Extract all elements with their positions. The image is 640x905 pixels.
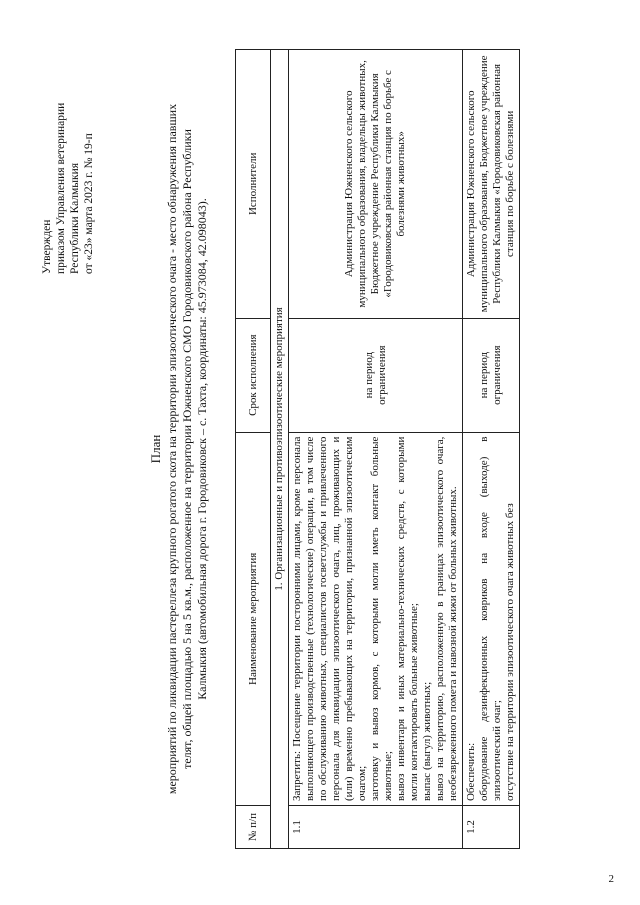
plan-subtitle-line: Калмыкия (автомобильная дорога г. Городовиковск – с. Тахта, координаты: 45.973084, 42.098043). — [195, 198, 209, 700]
approval-line: Республики Калмыкия — [69, 162, 81, 274]
plan-subtitle-line: мероприятий по ликвидации пастереллеза крупного рогатого скота на территории эпизоотического очага - место обнаружения павших — [165, 103, 179, 795]
section-row — [271, 50, 289, 849]
approval-line: приказом Управления ветеринарии — [55, 102, 67, 274]
header-executors: Исполнители — [236, 50, 271, 319]
plan-table — [235, 49, 520, 849]
header-measure: Наименование мероприятия — [236, 432, 271, 805]
measure-line: Обеспечить: — [465, 742, 477, 802]
row-term: на период ограничения — [463, 318, 520, 432]
header-number: № п/п — [236, 806, 271, 849]
section-title: 1. Организационные и противоэпизоотические мероприятия — [271, 50, 289, 849]
measure-line: оборудование дезинфекционных ковриков на входе (выходе) в эпизоотический очаг; — [478, 436, 503, 802]
header-term: Срок исполнения — [236, 318, 271, 432]
row-number: 1.2 — [463, 806, 520, 849]
row-executors: Администрация Южненского сельского муниципального образования, Бюджетное учреждение Республики Калмыкия «Городовиковская районная станция по борьбе с болезнями — [463, 50, 520, 319]
table-row — [289, 50, 463, 849]
measure-line: вывоз на территорию, расположенную в границах эпизоотического очага, необезвреженного помета и навозной жижи от больных животных. — [434, 436, 459, 802]
measure-line: отсутствие на территории эпизоотического очага животных без — [504, 503, 516, 802]
row-number: 1.1 — [289, 806, 463, 849]
approval-line: Утвержден — [41, 219, 53, 274]
plan-subtitle-line: телят, общей площадью 5 на 5 кв.м., расположенное на территории Южненского СМО Городовиковского района Республики — [180, 129, 194, 769]
row-executors: Администрация Южненского сельского муниципального образования, владельцы животных, Бюджетное учреждение Республики Калмыкия «Городовиковская районная станция по борьбе с болезнями животных» — [289, 50, 463, 319]
plan-heading: План — [148, 434, 163, 464]
approval-line: от «23» марта 2023 г. № 19-п — [83, 133, 95, 274]
measure-line: Запретить: Посещение территории посторонними лицами, кроме персонала выполняющего производственные (технологические) операции, в том числе по обслуживанию животных, специалистов госветслужбы и привлеченного персонала для ликвидации эпизоотического очага, лиц, проживающих и (или) временно пребывающих на территории, признанной эпизоотическим очагом; — [291, 436, 368, 802]
row-term: на период ограничения — [289, 318, 463, 432]
plan-title — [148, 49, 210, 849]
page-number: 2 — [608, 873, 614, 885]
table-header-row — [236, 50, 271, 849]
measure-line: вывоз инвентаря и иных материально-технических средств, с которыми могли контактировать больные животные; — [395, 436, 420, 802]
row-measure — [463, 432, 520, 805]
row-measure — [289, 432, 463, 805]
measure-line: выпас (выгул) животных; — [421, 681, 433, 802]
measure-line: заготовку и вывоз кормов, с которыми могли иметь контакт больные животные; — [369, 436, 394, 802]
table-row — [463, 50, 520, 849]
approval-stamp — [40, 34, 96, 274]
